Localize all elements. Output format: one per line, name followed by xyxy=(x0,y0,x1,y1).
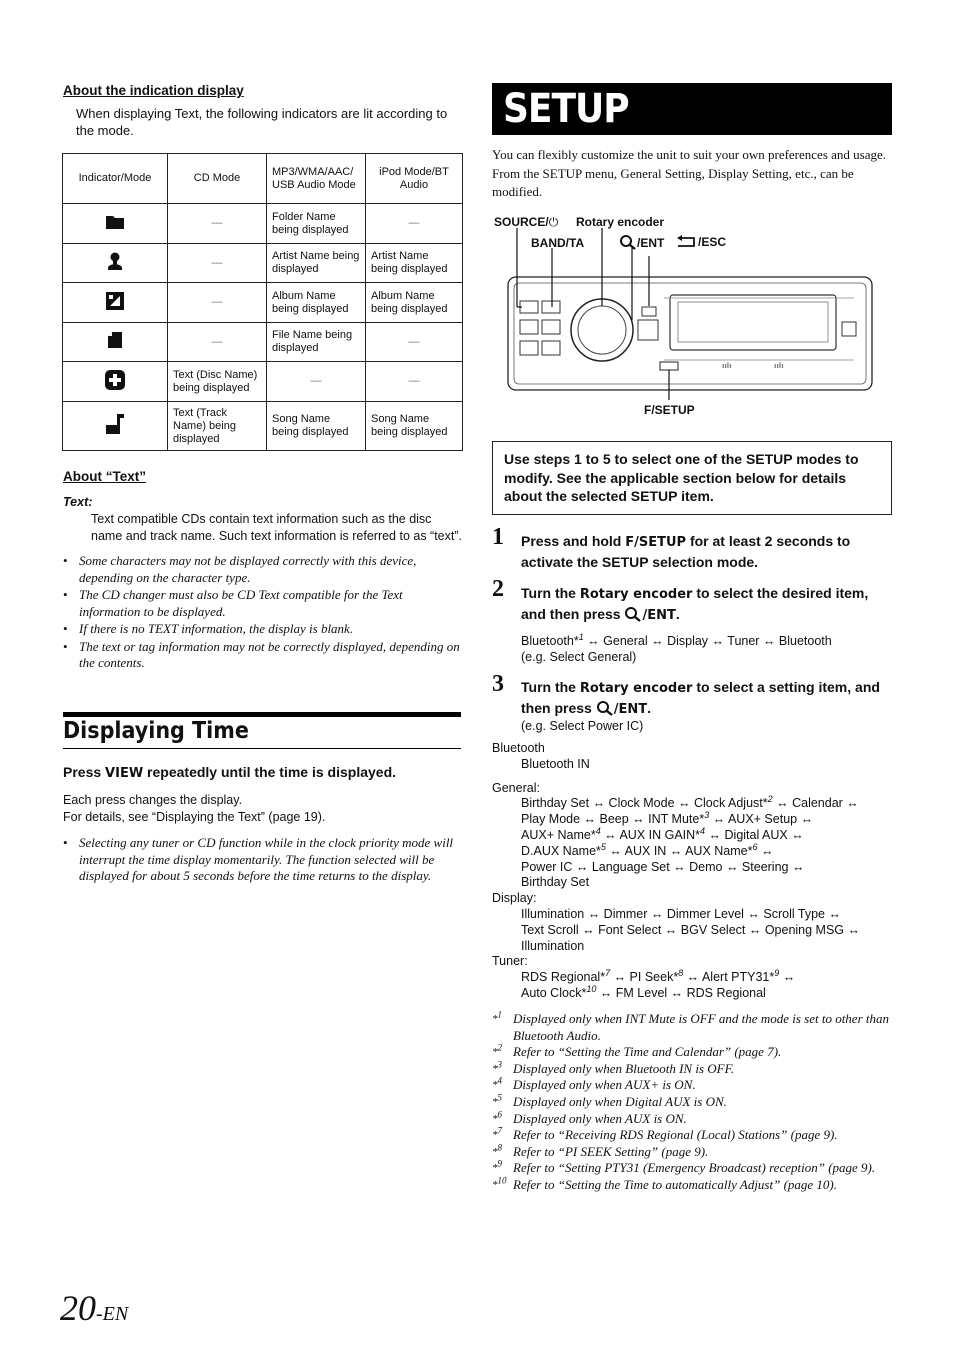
fsetup-key: F/SETUP xyxy=(625,535,687,550)
search-icon xyxy=(596,700,614,716)
step-text: Turn the Rotary encoder to select a setting item, and then press /ENT. xyxy=(521,679,880,717)
displaying-time-title: Displaying Time xyxy=(63,718,249,744)
list-item: • Some characters may not be displayed correctly with this device, depending on the character type. xyxy=(63,553,463,586)
instr-text: repeatedly until the time is displayed. xyxy=(143,764,397,780)
menu-listing xyxy=(492,741,892,1002)
mp3-cell: File Name being displayed xyxy=(267,323,366,362)
setup-intro: You can flexibly customize the unit to suit your own preferences and usage. From the SETUP menu, General Setting, Display Setting, etc., can be modified. xyxy=(492,147,886,199)
display-items: Illumination ↔ Dimmer ↔ Dimmer Level ↔ Scroll Type ↔ Text Scroll ↔ Font Select ↔ BGV Select ↔ Opening MSG ↔ Illumination xyxy=(521,906,861,953)
footnote: *$^3$ Displayed only when Bluetooth IN is OFF. xyxy=(492,1059,735,1076)
table-row xyxy=(63,283,463,323)
step-3 xyxy=(521,678,891,735)
about-text-notes xyxy=(63,553,463,672)
cd-cell: — xyxy=(168,323,267,362)
ent-key: /ENT xyxy=(613,701,648,717)
cd-cell: — xyxy=(168,244,267,283)
about-text-section xyxy=(63,469,463,673)
example-text: (e.g. Select Power IC) xyxy=(521,719,644,733)
footnote: *$^5$ Displayed only when Digital AUX is ON. xyxy=(492,1092,727,1109)
footnote: *$^8$ Refer to “PI SEEK Setting” (page 9). xyxy=(492,1142,709,1159)
mp3-cell: Artist Name being displayed xyxy=(267,244,366,283)
view-key: VIEW xyxy=(105,766,144,781)
time-body: For details, see “Displaying the Text” (page 19). xyxy=(63,809,326,824)
table-header: iPod Mode/BT Audio xyxy=(366,154,463,204)
list-item: • Selecting any tuner or CD function while in the clock priority mode will interrupt the time display momentarily. The function selected will be displayed for about 5 seconds before the time returns to the display. xyxy=(63,835,461,885)
ipod-cell: — xyxy=(366,362,463,402)
folder-icon xyxy=(63,204,168,244)
display-label: Display: xyxy=(492,891,537,906)
footnote: *$^{10}$ Refer to “Setting the Time to automatically Adjust” (page 10). xyxy=(492,1175,838,1192)
cd-cell: — xyxy=(168,283,267,323)
tuner-items: RDS Regional*$^7$ ↔ PI Seek*$^8$ ↔ Alert PTY31*$^9$ ↔ Auto Clock*$^{10}$ ↔ FM Level ↔ RDS Regional xyxy=(521,968,796,1000)
about-text-heading: About “Text” xyxy=(63,469,146,484)
step-2 xyxy=(521,584,891,666)
time-notes xyxy=(63,835,461,885)
step-text: Turn the Rotary encoder to select the desired item, and then press /ENT. xyxy=(521,585,869,623)
cd-cell: Text (Disc Name) being displayed xyxy=(168,362,267,402)
time-section xyxy=(63,764,461,886)
esc-label: /ESC xyxy=(676,234,726,249)
time-instruction xyxy=(63,764,461,781)
ipod-cell: Artist Name being displayed xyxy=(366,244,463,283)
bluetooth-items: Bluetooth IN xyxy=(521,756,590,771)
step-1 xyxy=(521,532,891,571)
instruction-box: Use steps 1 to 5 to select one of the SETUP modes to modify. See the applicable section below for details about the selected SETUP item. xyxy=(492,441,892,515)
page-number: 20-EN xyxy=(60,1288,129,1328)
footnote: *$^2$ Refer to “Setting the Time and Calendar” (page 7). xyxy=(492,1042,782,1060)
mp3-cell: — xyxy=(267,362,366,402)
footnote: *$^6$ Displayed only when AUX is ON. xyxy=(492,1108,687,1126)
example-text: (e.g. Select General) xyxy=(521,649,637,664)
table-row xyxy=(63,244,463,283)
search-icon xyxy=(624,606,642,622)
rotary-key: Rotary encoder xyxy=(579,587,693,602)
list-item: • If there is no TEXT information, the display is blank. xyxy=(63,621,463,638)
rotary-key: Rotary encoder xyxy=(579,681,693,696)
mp3-cell: Folder Name being displayed xyxy=(267,204,366,244)
time-body: Each press changes the display. xyxy=(63,793,243,807)
list-item: • The text or tag information may not be correctly displayed, depending on the contents. xyxy=(63,639,463,672)
file-icon xyxy=(63,323,168,362)
step-number: 3 xyxy=(492,671,504,697)
tuner-label: Tuner: xyxy=(492,954,528,969)
footnote: *$^1$ Displayed only when INT Mute is OFF and the mode is set to other than Bluetooth Audio. xyxy=(492,1009,889,1043)
instr-text: Press xyxy=(63,764,106,780)
step-number: 2 xyxy=(492,576,504,602)
fsetup-label: F/SETUP xyxy=(644,403,695,417)
list-item: • The CD changer must also be CD Text compatible for the Text information to be displayed. xyxy=(63,587,463,620)
bluetooth-label: Bluetooth xyxy=(492,741,545,755)
setup-title-bar xyxy=(492,83,892,135)
about-text-body: Text compatible CDs contain text information such as the disc name and track name. Such text information is referred to as “text”. xyxy=(91,512,462,543)
step-number: 1 xyxy=(492,524,504,550)
table-row xyxy=(63,362,463,402)
footnote: *$^7$ Refer to “Receiving RDS Regional (Local) Stations” (page 9). xyxy=(492,1125,838,1143)
rotary-label: Rotary encoder xyxy=(576,215,665,229)
svg-text:ıılı: ıılı xyxy=(722,362,732,370)
cd-cell: Text (Track Name) being displayed xyxy=(168,402,267,451)
cd-cell: — xyxy=(168,204,267,244)
svg-text:ıılı: ıılı xyxy=(774,362,784,370)
section-rule xyxy=(63,748,461,749)
disc-icon xyxy=(63,362,168,402)
ent-key: /ENT xyxy=(642,607,676,623)
text-label: Text: xyxy=(63,495,93,509)
table-header: CD Mode xyxy=(168,154,267,204)
song-icon xyxy=(63,402,168,451)
ipod-cell: — xyxy=(366,204,463,244)
source-label: SOURCE/⏻ xyxy=(494,215,559,229)
album-icon xyxy=(63,283,168,323)
footnotes xyxy=(492,1011,892,1194)
indication-section xyxy=(63,83,461,139)
mp3-cell: Song Name being displayed xyxy=(267,402,366,451)
table-header: Indicator/Mode xyxy=(63,154,168,204)
table-header-row xyxy=(63,154,463,204)
setup-title: SETUP xyxy=(503,86,629,132)
table-row xyxy=(63,323,463,362)
indication-heading: About the indication display xyxy=(63,83,244,98)
ent-label: /ENT xyxy=(619,234,664,250)
artist-icon xyxy=(63,244,168,283)
top-menu-sequence: Bluetooth*$^1$ ↔ General ↔ Display ↔ Tuner ↔ Bluetooth xyxy=(521,631,832,648)
mp3-cell: Album Name being displayed xyxy=(267,283,366,323)
ipod-cell: Song Name being displayed xyxy=(366,402,463,451)
table-row xyxy=(63,204,463,244)
unit-drawing xyxy=(492,210,892,420)
ipod-cell: Album Name being displayed xyxy=(366,283,463,323)
table-row xyxy=(63,402,463,451)
step-text: Press and hold xyxy=(521,533,626,549)
band-label: BAND/TA xyxy=(531,236,585,250)
unit-diagram xyxy=(492,210,892,420)
general-items: Birthday Set ↔ Clock Mode ↔ Clock Adjust*$^2$ ↔ Calendar ↔ Play Mode ↔ Beep ↔ INT Mute*$^3$ ↔ AUX+ Setup ↔ AUX+ Name*$^4$ ↔ AUX IN GAIN*$^4$ ↔ Digital AUX ↔ D.AUX Name*$^5$ ↔ AUX IN ↔ AUX Name*$^6$ ↔ Power IC ↔ Language Set ↔ Demo ↔ Steering ↔ Birthday Set xyxy=(521,794,859,890)
indication-intro: When displaying Text, the following indicators are lit according to the mode. xyxy=(76,106,448,138)
ipod-cell: — xyxy=(366,323,463,362)
general-label: General: xyxy=(492,780,540,795)
indicator-table xyxy=(62,153,463,451)
footnote: *$^4$ Displayed only when AUX+ is ON. xyxy=(492,1075,696,1093)
step-text: for at least 2 seconds to activate the SETUP selection mode. xyxy=(521,533,851,570)
footnote: *$^9$ Refer to “Setting PTY31 (Emergency Broadcast) reception” (page 9). xyxy=(492,1158,876,1176)
table-header: MP3/WMA/AAC/ USB Audio Mode xyxy=(267,154,366,204)
